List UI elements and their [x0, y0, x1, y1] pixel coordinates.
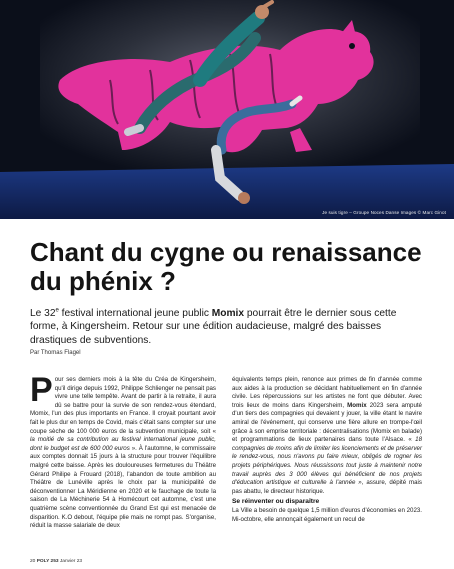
byline: Par Thomas Flagel — [30, 350, 81, 356]
col2-text-2: 2023 sera amputé d'un tiers des compagnies qui devaient y jouer, la ville étant le navire amiral de l'événement, qui conserve une fière allure en trompe-l'œil grâce à son emprise territoriale : décentralisations (Momix en balade) et programmations de lieux partenaires dans toute l'Alsace. « — [232, 401, 422, 444]
body-column-2 — [232, 376, 422, 524]
col1-text: our ses derniers mois à la tête du Créa de Kingersheim, qu'il dirige depuis 1992, Philippe Schlienger ne pensait pas vivre une telle tempête. Avant de partir à la retraite, il aura dû se battre pour la survie de son rendez-vous étendard, Momix, l'un des plus importants en France. Il croyait pourtant avoir fait le plus dur en temps de Covid, mais c'était sans compter sur une coupe sèche de 100 000 euros de la subvention municipale, soit « — [30, 376, 216, 435]
hero-photo — [0, 0, 454, 219]
lead-part-2: festival international jeune public — [58, 308, 212, 319]
col2-quote-2: , obligés de rogner les projets périphériques. Nous réussissons tout juste à maintenir notre travail auprès des 3 000 élèves qui bénéficient de nos projets d'éducation artistique et culturelle à l'année » — [232, 453, 422, 487]
page-number: 20 — [30, 559, 36, 564]
tiger-eye — [349, 43, 355, 49]
col2-text: équivalents temps plein, renonce aux primes de fin d'année comme aux aides à la production se décidant habituellement en fin d'année civile. Les répercussions sur les artistes ne font que débuter. Avec trois lieux de moins dans Kingersheim, — [232, 376, 422, 409]
lead-superscript: e — [55, 307, 59, 314]
issue-date: Janvier 23 — [59, 559, 83, 564]
photo-caption: Je suis tigre – Groupe Noces Danse Images © Marc Ginot — [322, 210, 446, 215]
section-subhead: Se réinventer ou disparaître — [232, 498, 320, 506]
col2-quote: 18 compagnies de moins afin de limiter les licenciements et de préserver le rendez-vous, nous n'avons pu faire mieux — [232, 436, 422, 461]
col1-text-2: ». À l'automne, le commissaire aux comptes donnait 15 jours à la structure pour trouver l'équilibre malgré cette baisse. Après les douloureuses fermetures du Théâtre Gérard Philipe à Frouard (2018), l'abandon de toute ambition au Théâtre de Lunéville après le choix par la municipalité de déconventionner La Méridienne en 2020 et le fauchage de toute la saison de La Méchinerie 54 à Homécourt cet automne, c'est une quatrième scène conventionnée du Grand Est qui est menacée de disparition. K.O debout, l'équipe plie mais ne rompt pas. S'organise, réduit la masse salariale de deux — [30, 444, 216, 530]
article-lead — [30, 307, 422, 347]
col2-brand: Momix — [347, 401, 367, 409]
stage-illustration — [0, 0, 454, 219]
col2-text-5: La Ville a besoin de quelque 1,5 million d'euros d'économies en 2023. Mi-octobre, elle annonçait également un recul de — [232, 506, 422, 523]
lead-brand: Momix — [211, 308, 245, 319]
col1-quote: la moitié de sa contribution au festival international jeune public, dont le budget est de 600 000 euros — [30, 436, 216, 452]
lead-part-1: Le 32 — [30, 308, 56, 319]
page-footer — [30, 559, 82, 564]
dropcap: P — [30, 371, 53, 409]
lead-part-3: pourrait être le dernier sous cette forme, à Kingersheim. Retour sur une édition audacieuse, malgré des baisses drastiques de subventions. — [30, 308, 397, 346]
article-title: Chant du cygne ou renaissance du phénix ? — [30, 237, 422, 296]
body-column-1 — [30, 371, 216, 531]
magazine-issue: POLY 253 — [36, 559, 59, 564]
col2-text-4: , assure, dépité mais pas abattu, le directeur historique. — [232, 479, 422, 495]
